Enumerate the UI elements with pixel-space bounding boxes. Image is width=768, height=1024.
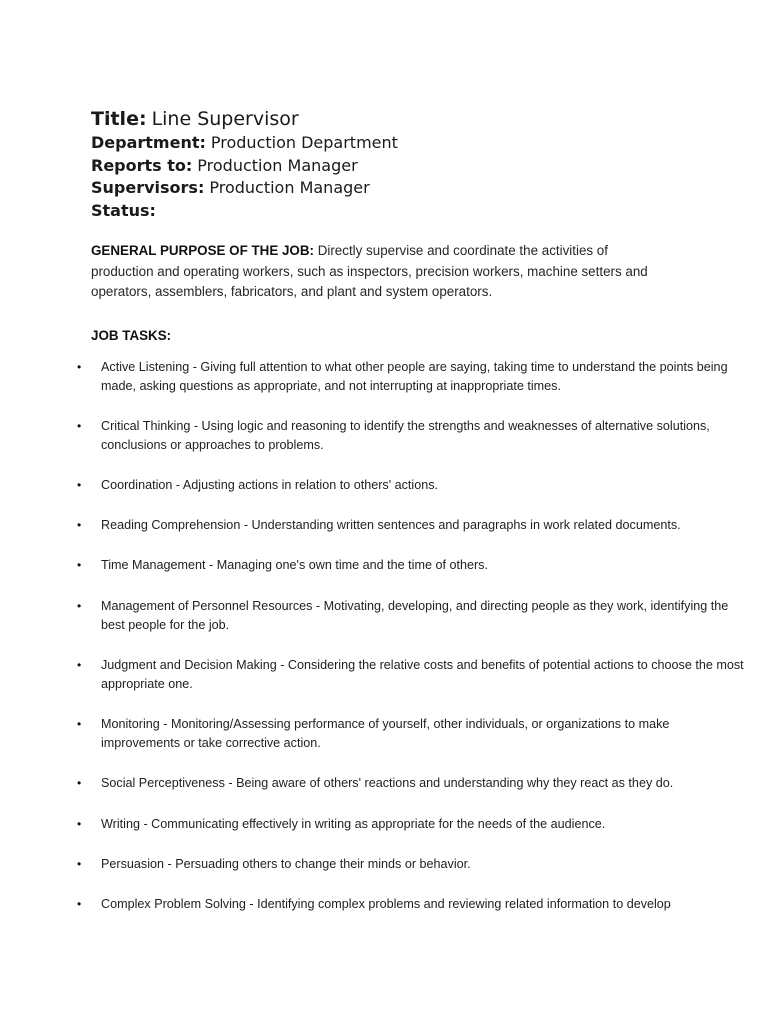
list-item bbox=[77, 855, 751, 874]
department-value: Production Department bbox=[210, 133, 398, 152]
bullet-icon: • bbox=[77, 857, 82, 871]
general-purpose-text: Directly supervise and coordinate the activities of production and operating workers, such as inspectors, precision workers, machine setters and operators, assemblers, fabricators, and plant and system operators. bbox=[91, 243, 648, 300]
reports-to-line bbox=[91, 155, 731, 178]
task-text: Coordination - Adjusting actions in relation to others' actions. bbox=[101, 478, 439, 492]
reports-to-value: Production Manager bbox=[197, 155, 358, 175]
bullet-icon: • bbox=[77, 419, 82, 433]
task-text: Management of Personnel Resources - Motivating, developing, and directing people as they work, identifying the best people for the job. bbox=[101, 599, 729, 633]
task-text: Critical Thinking - Using logic and reasoning to identify the strengths and weaknesses of alternative solutions, conclusions or approaches to problems. bbox=[101, 419, 710, 453]
general-purpose-paragraph bbox=[91, 241, 651, 303]
task-text: Monitoring - Monitoring/Assessing performance of yourself, other individuals, or organizations to make improvements or take corrective action. bbox=[101, 717, 670, 751]
list-item bbox=[77, 815, 751, 834]
bullet-icon: • bbox=[77, 360, 82, 374]
bullet-icon: • bbox=[77, 817, 82, 831]
general-purpose-label: GENERAL PURPOSE OF THE JOB: bbox=[91, 243, 314, 258]
list-item bbox=[77, 774, 751, 793]
list-item bbox=[77, 358, 751, 396]
task-text: Persuasion - Persuading others to change their minds or behavior. bbox=[101, 857, 471, 871]
task-text: Social Perceptiveness - Being aware of others' reactions and understanding why they react as they do. bbox=[101, 776, 674, 790]
task-text: Time Management - Managing one's own time and the time of others. bbox=[101, 558, 488, 572]
status-label: Status: bbox=[91, 200, 156, 220]
task-text: Judgment and Decision Making - Considering the relative costs and benefits of potential actions to choose the most appropriate one. bbox=[101, 658, 744, 692]
job-tasks-heading: JOB TASKS: bbox=[91, 328, 172, 343]
list-item bbox=[77, 656, 751, 694]
department-line bbox=[91, 132, 731, 155]
job-header bbox=[91, 106, 731, 222]
list-item bbox=[77, 597, 751, 635]
task-text: Active Listening - Giving full attention to what other people are saying, taking time to understand the points being made, asking questions as appropriate, and not interrupting at inappropriate times. bbox=[101, 360, 728, 394]
list-item bbox=[77, 895, 751, 914]
title-value: Line Supervisor bbox=[151, 108, 299, 130]
department-label: Department: bbox=[91, 133, 206, 152]
list-item bbox=[77, 715, 751, 753]
task-text: Writing - Communicating effectively in writing as appropriate for the needs of the audience. bbox=[101, 817, 606, 831]
reports-to-label: Reports to: bbox=[91, 155, 193, 175]
list-item bbox=[77, 476, 751, 495]
bullet-icon: • bbox=[77, 717, 82, 731]
supervisors-line bbox=[91, 177, 731, 200]
bullet-icon: • bbox=[77, 658, 82, 672]
task-text: Complex Problem Solving - Identifying complex problems and reviewing related information to develop bbox=[101, 897, 671, 911]
title-label: Title: bbox=[91, 108, 147, 130]
list-item bbox=[77, 417, 751, 455]
status-line bbox=[91, 200, 731, 223]
task-text: Reading Comprehension - Understanding written sentences and paragraphs in work related documents. bbox=[101, 518, 681, 532]
supervisors-value: Production Manager bbox=[209, 178, 370, 197]
bullet-icon: • bbox=[77, 518, 82, 532]
bullet-icon: • bbox=[77, 776, 82, 790]
bullet-icon: • bbox=[77, 478, 82, 492]
list-item bbox=[77, 516, 751, 535]
title-line bbox=[91, 106, 731, 132]
list-item bbox=[77, 556, 751, 575]
bullet-icon: • bbox=[77, 558, 82, 572]
bullet-icon: • bbox=[77, 897, 82, 911]
supervisors-label: Supervisors: bbox=[91, 178, 205, 197]
bullet-icon: • bbox=[77, 599, 82, 613]
